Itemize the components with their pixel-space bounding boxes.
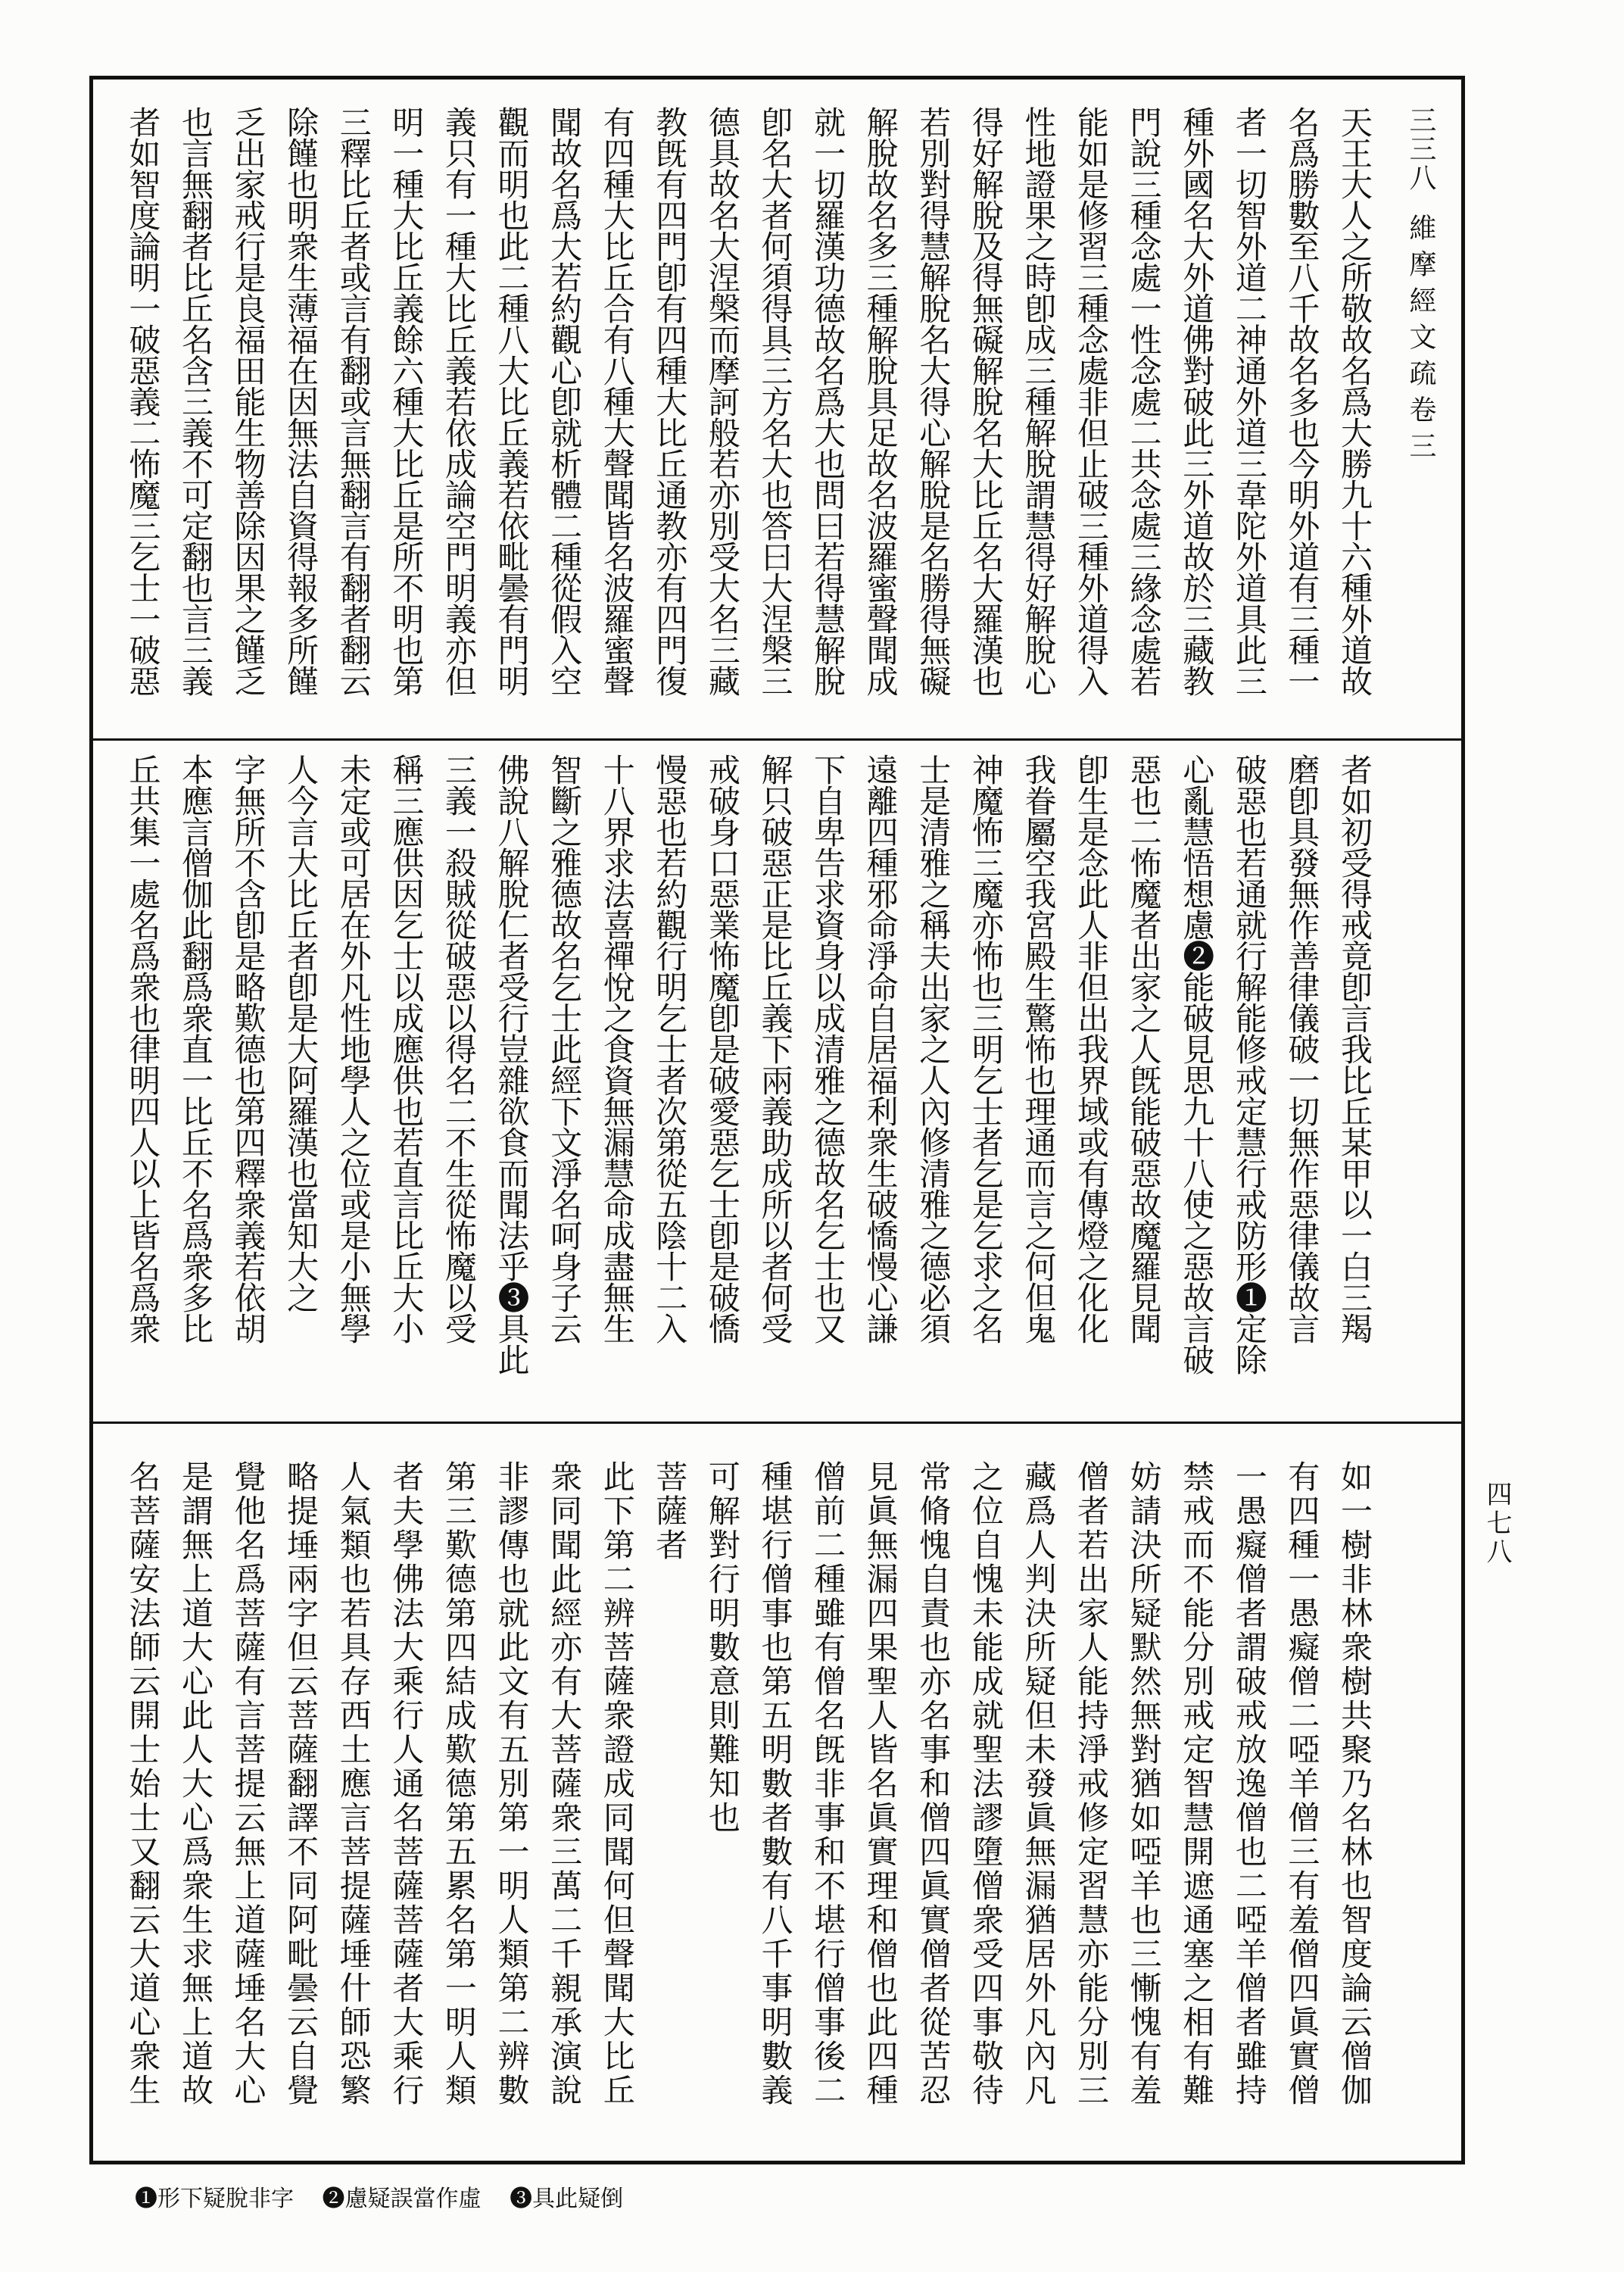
text-column: 本應言僧伽此翻爲衆直一比丘不名爲衆多比: [176, 754, 214, 1344]
text-column: 慢惡也若約觀行明乞士者次第從五陰十二入: [651, 754, 689, 1344]
register-middle: [117, 754, 1381, 1412]
text-column: 磨卽具發無作善律儀破一切無作惡律儀故言: [1283, 754, 1321, 1344]
register-bottom: [117, 1460, 1381, 2149]
footnote-2: ❷慮疑誤當作虛: [322, 2186, 482, 2212]
footnote-3: ❸具此疑倒: [510, 2186, 624, 2212]
text-column: 略提埵兩字但云菩薩翻譯不同阿毗曇云自覺: [282, 1460, 320, 2108]
text-column: 教旣有四門卽有四種大比丘通教亦有四門復: [651, 106, 689, 696]
text-column: 常脩愧自責也亦名事和僧四眞實僧者從苦忍: [915, 1460, 952, 2108]
text-column: 就一切羅漢功德故名爲大也問曰若得慧解脫: [809, 106, 847, 696]
text-column: 也言無翻者比丘名含三義不可定翻也言三義: [176, 106, 214, 696]
text-column: 此下第二辨菩薩衆證成同聞何但聲聞大比丘: [598, 1460, 636, 2108]
text-column: 解只破惡正是比丘義下兩義助成所以者何受: [756, 754, 794, 1344]
text-column: 種外國名大外道佛對破此三外道故於三藏教: [1178, 106, 1216, 696]
running-header-title: 維摩經文疏卷三: [1405, 214, 1436, 468]
text-column: 明一種大比丘義餘六種大比丘是所不明也第: [388, 106, 425, 696]
text-column: 我眷屬空我宮殿生驚怖也理通而言之何但鬼: [1020, 754, 1058, 1344]
text-column: 破惡也若通就行解能修戒定慧行戒防形❶定除: [1230, 754, 1268, 1375]
text-column: 者一切智外道二神通外道三韋陀外道具此三: [1230, 106, 1268, 696]
text-column: 佛說八解脫仁者受行豈雜欲食而聞法乎❸具此: [493, 754, 531, 1375]
text-column: 者夫學佛法大乘行人通名菩薩菩薩者大乘行: [388, 1460, 425, 2108]
text-column: 士是清雅之稱夫出家之人內修清雅之德必須: [915, 754, 952, 1344]
text-column: 十八界求法喜禪悅之食資無漏慧命成盡無生: [598, 754, 636, 1344]
text-column: 僧前二種雖有僧名旣非事和不堪行僧事後二: [809, 1460, 847, 2108]
register-divider-upper: [92, 738, 1461, 741]
text-column: 第三歎德第四結成歎德第五累名第一明人類: [440, 1460, 478, 2108]
text-column: 藏爲人判決所疑但未發眞無漏猶居外凡內凡: [1020, 1460, 1058, 2108]
text-column: 一愚癡僧者謂破戒放逸僧也二啞羊僧者雖持: [1230, 1460, 1268, 2108]
text-column: 僧者若出家人能持淨戒修定習慧亦能分別三: [1073, 1460, 1111, 2108]
text-column: 遠離四種邪命淨命自居福利衆生破憍慢心謙: [862, 754, 899, 1344]
text-column: 之位自愧未能成就聖法謬墮僧衆受四事敬待: [967, 1460, 1005, 2108]
text-column: 得好解脫及得無礙解脫名大比丘名大羅漢也: [967, 106, 1005, 696]
text-column: 衆同聞此經亦有大菩薩衆三萬二千親承演說: [546, 1460, 584, 2108]
text-column: 聞故名爲大若約觀心卽就析體二種從假入空: [546, 106, 584, 696]
text-column: 戒破身口惡業怖魔卽是破愛惡乞士卽是破憍: [703, 754, 741, 1344]
text-column: 天王大人之所敬故名爲大勝九十六種外道故: [1336, 106, 1373, 696]
text-column: 名菩薩安法師云開士始士又翻云大道心衆生: [124, 1460, 162, 2108]
text-column: 人今言大比丘者卽是大阿羅漢也當知大之: [282, 754, 320, 1312]
text-column: 三釋比丘者或言有翻或言無翻言有翻者翻云: [335, 106, 372, 696]
text-column: 智斷之雅德故名乞士此經下文淨名呵身子云: [546, 754, 584, 1344]
text-column: 有四種一愚癡僧二啞羊僧三有羞僧四眞實僧: [1283, 1460, 1321, 2108]
text-column: 門說三種念處一性念處二共念處三緣念處若: [1125, 106, 1163, 696]
text-column: 者如智度論明一破惡義二怖魔三乞士一破惡: [124, 106, 162, 696]
text-column: 除饉也明衆生薄福在因無法自資得報多所饉: [282, 106, 320, 696]
footnote-1: ❶形下疑脫非字: [135, 2186, 294, 2212]
text-column: 性地證果之時卽成三種解脫謂慧得好解脫心: [1020, 106, 1058, 696]
text-column: 字無所不含卽是略歎德也第四釋衆義若依胡: [229, 754, 267, 1344]
register-top: [117, 106, 1381, 735]
text-column: 覺他名爲菩薩有言菩提云無上道薩埵名大心: [229, 1460, 267, 2108]
text-column: 可解對行明數意則難知也: [703, 1460, 741, 1835]
text-column: 非謬傳也就此文有五別第一明人類第二辨數: [493, 1460, 531, 2108]
text-column: 人氣類也若具存西土應言菩提薩埵什師恐繁: [335, 1460, 372, 2108]
text-column: 者如初受得戒竟卽言我比丘某甲以一白三羯: [1336, 754, 1373, 1344]
section-heading: 菩薩者: [651, 1460, 689, 1562]
page-number: 四七八: [1482, 1481, 1512, 1567]
footnotes: [135, 2180, 644, 2213]
text-column: 見眞無漏四果聖人皆名眞實理和僧也此四種: [862, 1460, 899, 2108]
text-column: 卽生是念此人非但出我界域或有傳燈之化化: [1073, 754, 1111, 1344]
text-column: 名爲勝數至八千故名多也今明外道有三種一: [1283, 106, 1321, 696]
text-column: 神魔怖三魔亦怖也三明乞士者乞是乞求之名: [967, 754, 1005, 1344]
text-column: 若別對得慧解脫名大得心解脫是名勝得無礙: [915, 106, 952, 696]
text-column: 心亂慧悟想慮❷能破見思九十八使之惡故言破: [1178, 754, 1216, 1375]
text-column: 是謂無上道大心此人大心爲衆生求無上道故: [176, 1460, 214, 2108]
text-column: 如一樹非林衆樹共聚乃名林也智度論云僧伽: [1336, 1460, 1373, 2108]
text-column: 德具故名大涅槃而摩訶般若亦別受大名三藏: [703, 106, 741, 696]
text-column: 未定或可居在外凡性地學人之位或是小無學: [335, 754, 372, 1344]
text-column: 妨請決所疑默然無對猶如啞羊也三慚愧有羞: [1125, 1460, 1163, 2108]
text-column: 能如是修習三種念處非但止破三種外道得入: [1073, 106, 1111, 696]
register-divider-lower: [92, 1422, 1461, 1424]
text-column: 稱三應供因乞士以成應供也若直言比丘大小: [388, 754, 425, 1344]
text-column: 禁戒而不能分別戒定智慧開遮通塞之相有難: [1178, 1460, 1216, 2108]
text-column: 種堪行僧事也第五明數者數有八千事明數義: [756, 1460, 794, 2108]
text-column: 義只有一種大比丘義若依成論空門明義亦但: [440, 106, 478, 696]
text-column: 解脫故名多三種解脫具足故名波羅蜜聲聞成: [862, 106, 899, 696]
running-header-page-label: 三三八: [1405, 106, 1436, 192]
text-column: 有四種大比丘合有八種大聲聞皆名波羅蜜聲: [598, 106, 636, 696]
text-column: 丘共集一處名爲衆也律明四人以上皆名爲衆: [124, 754, 162, 1344]
text-column: 卽名大者何須得具三方名大也答曰大涅槃三: [756, 106, 794, 696]
text-column: 觀而明也此二種八大比丘義若依毗曇有門明: [493, 106, 531, 696]
text-column: 乏出家戒行是良福田能生物善除因果之饉乏: [229, 106, 267, 696]
text-column: 惡也二怖魔者出家之人旣能破惡故魔羅見聞: [1125, 754, 1163, 1344]
text-column: 三義一殺賊從破惡以得名二不生從怖魔以受: [440, 754, 478, 1344]
text-column: 下自卑告求資身以成清雅之德故名乞士也又: [809, 754, 847, 1344]
